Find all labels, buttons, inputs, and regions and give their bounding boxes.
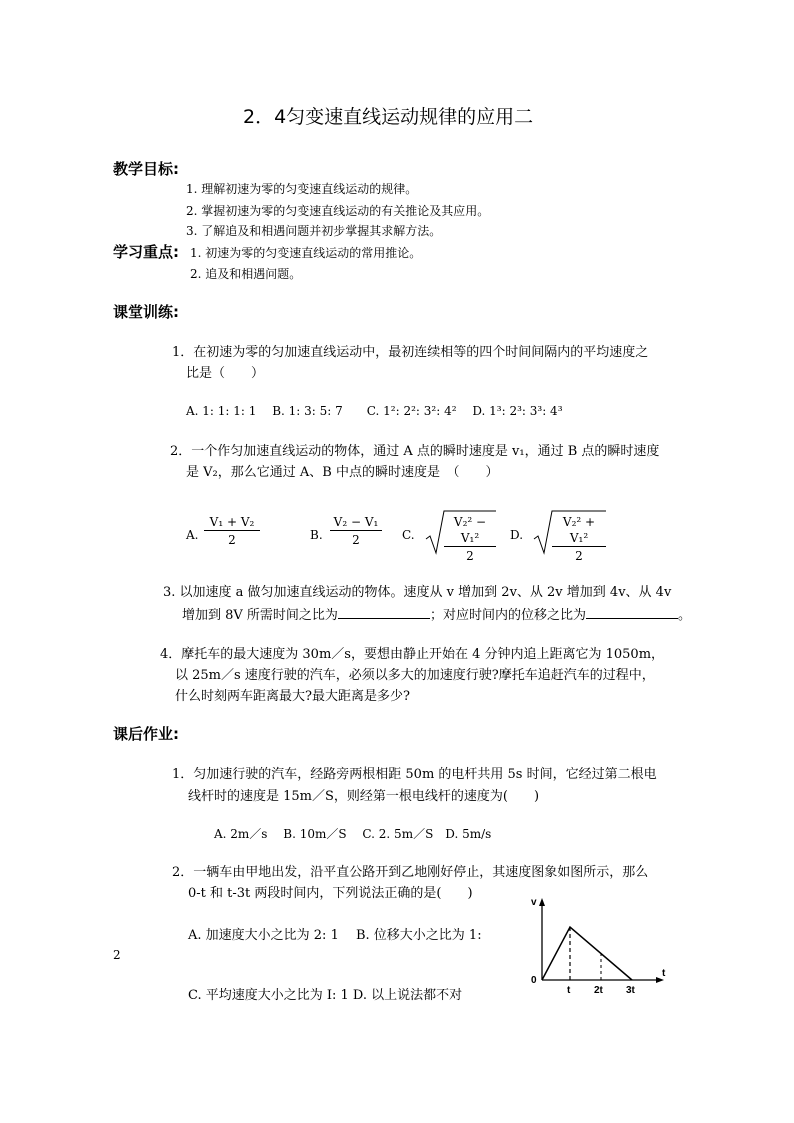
option-d-numerator: V₂² + V₁² — [552, 514, 606, 547]
option-a-numerator: V₁ + V₂ — [204, 514, 260, 531]
option-a-label: A. — [186, 528, 199, 542]
graph-y-arrow — [539, 898, 545, 906]
option-c-label: C. — [402, 528, 415, 542]
objective-item-3: 3. 了解追及和相遇问题并初步掌握其求解方法。 — [186, 224, 442, 238]
option-b-label: B. — [310, 528, 323, 542]
option-a-fraction — [204, 514, 260, 549]
option-c-numerator: V₂² − V₁² — [444, 514, 496, 547]
homework-q1-options: A. 2m／s B. 10m／S C. 2. 5m／S D. 5m/s — [214, 827, 492, 841]
homework-q2-options-ab: A. 加速度大小之比为 2: 1 B. 位移大小之比为 1: — [188, 928, 482, 943]
classroom-q2-line2: 是 V₂，那么它通过 A、B 中点的瞬时速度是 （ ） — [186, 465, 499, 480]
classroom-q1-line1: 1．在初速为零的匀加速直线运动中，最初连续相等的四个时间间隔内的平均速度之 — [172, 345, 649, 360]
homework-q2-options-cd: C. 平均速度大小之比为 I: 1 D. 以上说法都不对 — [188, 988, 463, 1003]
option-c-fraction — [444, 514, 496, 565]
key-point-item-2: 2. 追及和相遇问题。 — [190, 267, 302, 281]
graph-x-label: t — [662, 968, 666, 979]
classroom-q1-line2: 比是（ ） — [186, 366, 265, 381]
objectives-heading: 教学目标: — [113, 160, 179, 178]
classroom-q4-line2: 以 25m／s 速度行驶的汽车，必须以多大的加速度行驶?摩托车追赶汽车的过程中， — [175, 668, 655, 683]
classroom-q4-line1: 4．摩托车的最大速度为 30m／s，要想由静止开始在 4 分钟内追上距离它为 1050m， — [160, 647, 665, 662]
graph-tick-t: t — [567, 985, 571, 996]
homework-q1-line2: 线杆时的速度是 15m／S，则经第一根电线杆的速度为( ) — [188, 789, 540, 804]
graph-tick-2t: 2t — [594, 985, 603, 996]
option-d-denominator: 2 — [575, 549, 583, 563]
option-b-fraction — [330, 514, 382, 549]
graph-origin-label: 0 — [531, 975, 537, 986]
classroom-q4-line3: 什么时刻两车距离最大?最大距离是多少? — [175, 689, 410, 704]
objective-item-2: 2. 掌握初速为零的匀变速直线运动的有关推论及其应用。 — [186, 204, 490, 218]
key-point-item-1: 1. 初速为零的匀变速直线运动的常用推论。 — [190, 246, 422, 260]
classroom-q3-part1: 增加到 8V 所需时间之比为 — [182, 608, 338, 623]
homework-q2-line1: 2．一辆车由甲地出发，沿平直公路开到乙地刚好停止，其速度图象如图所示，那么 — [172, 865, 649, 880]
graph-y-label: v — [531, 897, 537, 908]
option-a-denominator: 2 — [228, 533, 236, 547]
graph-velocity-line — [542, 927, 632, 980]
homework-q1-line1: 1．匀加速行驶的汽车，经路旁两根相距 50m 的电杆共用 5s 时间，它经过第二根电 — [172, 767, 657, 782]
classroom-q3-part2: ；对应时间内的位移之比为 — [429, 608, 586, 623]
homework-heading: 课后作业: — [113, 725, 179, 743]
classroom-heading: 课堂训练: — [113, 303, 179, 321]
classroom-q2-line1: 2．一个作匀加速直线运动的物体，通过 A 点的瞬时速度是 v₁，通过 B 点的瞬时速度 — [170, 444, 660, 459]
option-c-denominator: 2 — [466, 549, 474, 563]
classroom-q3-line2 — [182, 607, 691, 622]
option-d-label: D. — [510, 528, 524, 542]
page-title: 2．4匀变速直线运动规律的应用二 — [243, 106, 534, 128]
answer-blank-displacement-ratio[interactable] — [586, 607, 678, 619]
objective-item-1: 1. 理解初速为零的匀变速直线运动的规律。 — [186, 182, 418, 196]
homework-q2-options-ab-tail: 2 — [113, 948, 121, 962]
classroom-q1-options: A. 1: 1: 1: 1 B. 1: 3: 5: 7 C. 1²: 2²: 3²: 4² D. 1³: 2³: 3³: 4³ — [186, 404, 563, 418]
graph-tick-3t: 3t — [626, 985, 635, 996]
homework-q2-line2: 0-t 和 t-3t 两段时间内，下列说法正确的是( ) — [188, 886, 473, 901]
velocity-time-graph — [530, 896, 670, 996]
classroom-q3-line1: 3. 以加速度 a 做匀加速直线运动的物体。速度从 v 增加到 2v、从 2v 增加到 4v、从 4v — [163, 585, 672, 600]
answer-blank-time-ratio[interactable] — [338, 607, 430, 619]
classroom-q3-part3: 。 — [677, 608, 691, 623]
key-points-heading: 学习重点: — [113, 243, 179, 261]
option-b-denominator: 2 — [352, 533, 360, 547]
option-b-numerator: V₂ − V₁ — [330, 514, 382, 531]
option-d-fraction — [552, 514, 606, 565]
